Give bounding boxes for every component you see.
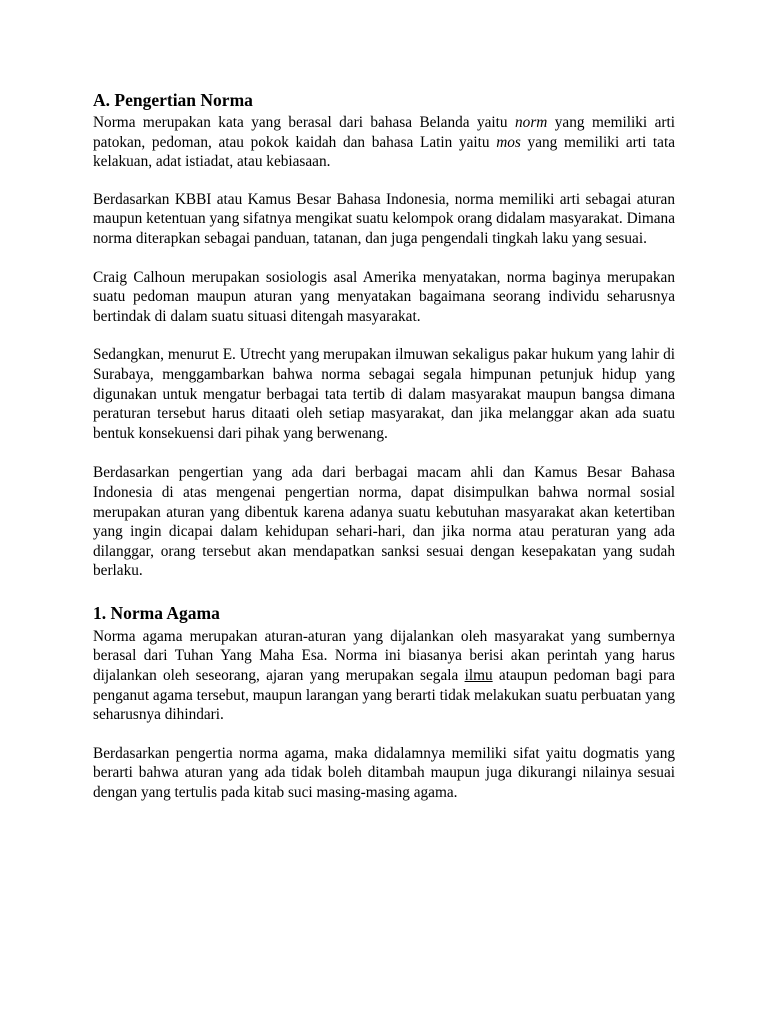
paragraph-calhoun-definition: Craig Calhoun merupakan sosiologis asal Amerika menyatakan, norma baginya merupakan suatu pedoman maupun aturan yang menyatakan bagaimana seorang individu seharusnya bertindak di dalam suatu situasi ditengah masyarakat. (93, 268, 675, 325)
paragraph-norma-agama-definition (93, 627, 675, 725)
text-run: Norma agama merupakan aturan-aturan yang dijalankan oleh masyarakat yang sumbernya berasal dari Tuhan Yang Maha Esa. Norma ini biasanya berisi akan perintah yang harus dijalankan oleh seseorang, ajaran yang merupakan segala (93, 627, 675, 685)
section-heading-norma-agama: 1. Norma Agama (93, 602, 220, 623)
link-ilmu[interactable]: ilmu (464, 667, 493, 685)
paragraph-kbbi-definition: Berdasarkan KBBI atau Kamus Besar Bahasa Indonesia, norma memiliki arti sebagai aturan maupun ketentuan yang sifatnya mengikat suatu kelompok orang didalam masyarakat. Dimana norma diterapkan sebagai panduan, tatanan, dan juga pengendali tingkah laku yang sesuai. (93, 190, 675, 247)
italic-term-norm: norm (515, 114, 548, 131)
text-run: yang memiliki arti patokan, pedoman, atau pokok kaidah dan bahasa Latin yaitu (93, 114, 676, 151)
paragraph-conclusion: Berdasarkan pengertian yang ada dari berbagai macam ahli dan Kamus Besar Bahasa Indonesia di atas mengenai pengertian norma, dapat disimpulkan bahwa normal sosial merupakan aturan yang dibentuk karena adanya suatu kebutuhan masyarakat akan ketertiban yang ingin dicapai dalam kehidupan sehari-hari, dan jika norma atau peraturan yang ada dilanggar, orang tersebut akan mendapatkan sanksi sesuai dengan kesepakatan yang sudah berlaku. (93, 464, 675, 580)
section-heading-pengertian-norma: A. Pengertian Norma (93, 90, 253, 110)
text-run: ataupun pedoman bagi para penganut agama tersebut, maupun larangan yang berarti tidak melakukan suatu perbuatan yang seharusnya dihindari. (93, 667, 675, 724)
italic-term-mos: mos (496, 133, 521, 151)
text-run: Norma merupakan kata yang berasal dari bahasa Belanda yaitu (93, 114, 516, 131)
paragraph-norma-agama-nature: Berdasarkan pengertia norma agama, maka didalamnya memiliki sifat yaitu dogmatis yang berarti bahwa aturan yang ada tidak boleh ditambah maupun juga dikurangi nilainya sesuai dengan yang tertulis pada kitab suci masing-masing agama. (93, 744, 675, 802)
document-page (93, 88, 675, 803)
text-run: yang memiliki arti tata kelakuan, adat istiadat, atau kebiasaan. (93, 133, 675, 171)
paragraph-utrecht-definition: Sedangkan, menurut E. Utrecht yang merupakan ilmuwan sekaligus pakar hukum yang lahir di Surabaya, menggambarkan bahwa norma sebagai segala himpunan petunjuk hidup yang digunakan untuk mengatur berbagai tata tertib di dalam masyarakat maupun bangsa dimana peraturan tersebut harus ditaati oleh setiap masyarakat, dan jika melanggar akan ada suatu bentuk konsekuensi dari pihak yang berwenang. (93, 346, 675, 442)
paragraph-definition-etymology (93, 113, 675, 172)
